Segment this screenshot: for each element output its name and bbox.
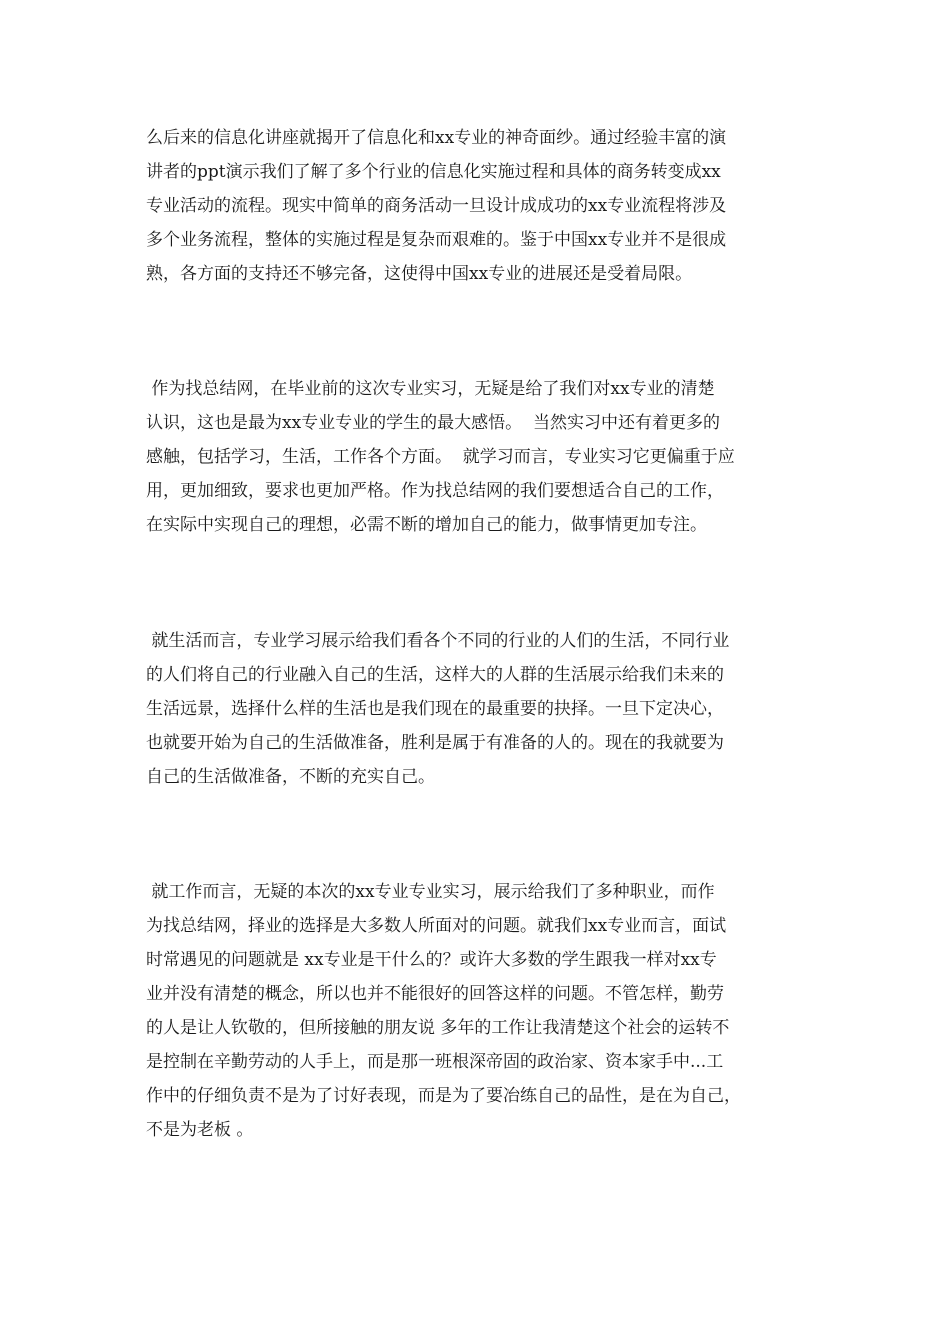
text-line: 生活远景，选择什么样的生活也是我们现在的最重要的抉择。一旦下定决心，	[146, 699, 724, 719]
text-line: 业并没有清楚的概念，所以也并不能很好的回答这样的问题。不管怎样，勤劳	[146, 984, 724, 1004]
text-line: 的人是让人钦敬的，但所接触的朋友说 多年的工作让我清楚这个社会的运转不	[146, 1018, 730, 1038]
text-line: 作为找总结网，在毕业前的这次专业实习，无疑是给了我们对xx专业的清楚	[146, 379, 715, 399]
text-line: 也就要开始为自己的生活做准备，胜利是属于有准备的人的。现在的我就要为	[146, 733, 724, 753]
text-line: 专业活动的流程。现实中简单的商务活动一旦设计成成功的xx专业流程将涉及	[146, 196, 727, 216]
text-line: 用，更加细致，要求也更加严格。作为找总结网的我们要想适合自己的工作，	[146, 481, 724, 501]
text-line: 就工作而言，无疑的本次的xx专业专业实习，展示给我们了多种职业，而作	[146, 882, 715, 902]
paragraph-work	[146, 875, 811, 1147]
paragraph-info-lecture	[146, 121, 811, 291]
paragraph-life	[146, 624, 811, 794]
text-line: 自己的生活做准备，不断的充实自己。	[146, 767, 435, 787]
paragraph-internship-insight	[146, 372, 811, 542]
text-line: 熟，各方面的支持还不够完备，这使得中国xx专业的进展还是受着局限。	[146, 264, 693, 284]
text-line: 认识，这也是最为xx专业专业的学生的最大感悟。 当然实习中还有着更多的	[146, 413, 720, 433]
text-line: 为找总结网，择业的选择是大多数人所面对的问题。就我们xx专业而言，面试	[146, 916, 727, 936]
text-line: 作中的仔细负责不是为了讨好表现，而是为了要冶练自己的品性，是在为自己，	[146, 1086, 741, 1106]
text-line: 是控制在辛勤劳动的人手上，而是那一班根深帝固的政治家、资本家手中...工	[146, 1052, 724, 1072]
text-line: 感触，包括学习，生活，工作各个方面。 就学习而言，专业实习它更偏重于应	[146, 447, 735, 467]
text-line: 不是为老板 。	[146, 1120, 254, 1140]
text-line: 多个业务流程，整体的实施过程是复杂而艰难的。鉴于中国xx专业并不是很成	[146, 230, 727, 250]
text-line: 就生活而言，专业学习展示给我们看各个不同的行业的人们的生活，不同行业	[146, 631, 730, 651]
text-line: 讲者的ppt演示我们了解了多个行业的信息化实施过程和具体的商务转变成xx	[146, 162, 721, 182]
text-line: 的人们将自己的行业融入自己的生活，这样大的人群的生活展示给我们未来的	[146, 665, 724, 685]
text-line: 时常遇见的问题就是 xx专业是干什么的？或许大多数的学生跟我一样对xx专	[146, 950, 717, 970]
text-line: 在实际中实现自己的理想，必需不断的增加自己的能力，做事情更加专注。	[146, 515, 707, 535]
text-line: 么后来的信息化讲座就揭开了信息化和xx专业的神奇面纱。通过经验丰富的演	[146, 128, 727, 148]
